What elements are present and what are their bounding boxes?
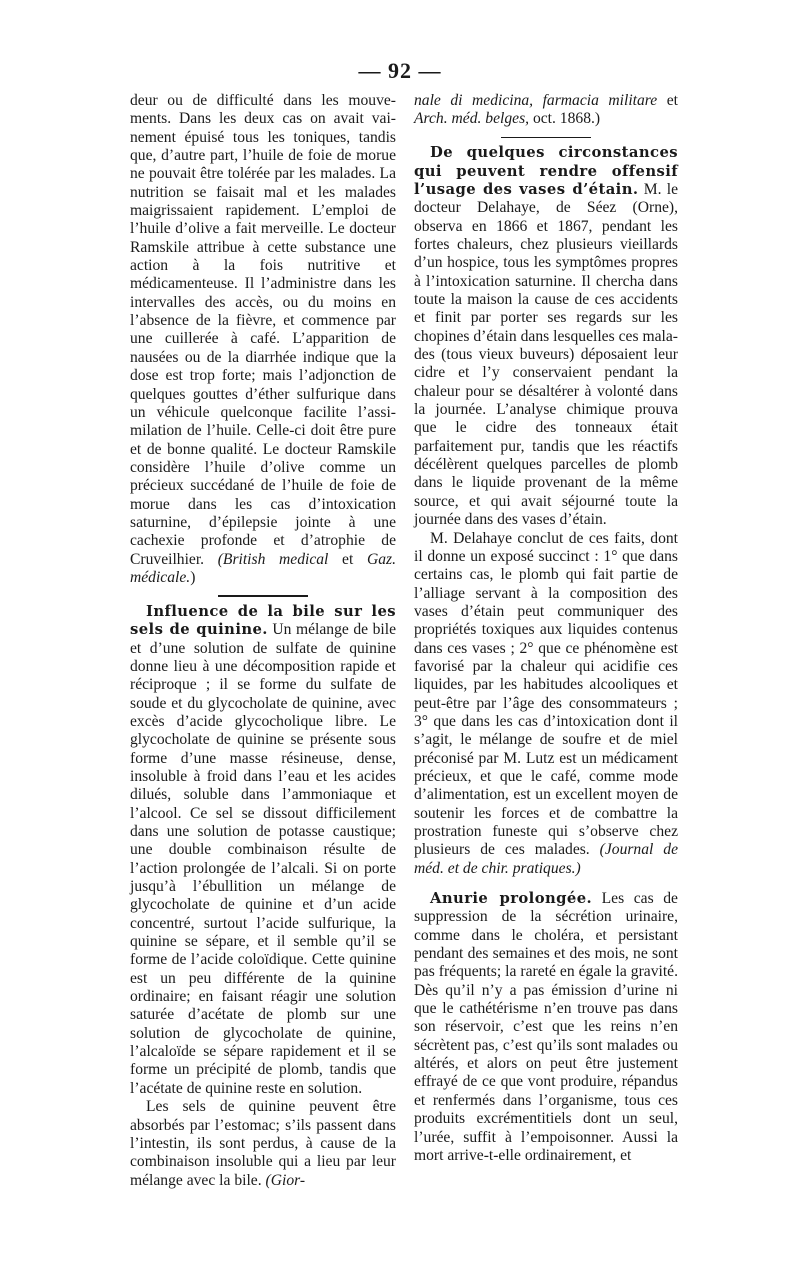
anurie-section-paragraph: [414, 890, 678, 1165]
citation-british-medical: British medical: [222, 550, 329, 568]
etain-section-paragraph-2: [414, 530, 678, 879]
olive-oil-paragraph: [130, 92, 396, 587]
olive-oil-citation: (British medical et Gaz. médicale.): [130, 550, 396, 586]
anurie-section-heading: Anurie prolongée.: [430, 890, 593, 908]
etain-section-text: M. le docteur Delahaye, de Séez (Orne), observa en 1866 et 1867, pendant les fortes chaleurs, chez plusieurs vieillards d’un hospice, tous les symptômes propres à l’intoxication saturnine. Il chercha dans toute la maison la cause de ces accidents et finit par porter ses regards sur les chopines d’étain dans lesquelles ces malades (tous vieux buveurs) déposaient leur cidre et l’y conservaient pendant la chaleur pour se désaltérer à volonté dans la journée. L’analyse chimique prouva que le cidre des tonneaux était parfaitement pur, tandis que les réactifs décélèrent quelques parcelles de plomb dans le liquide provenant de la même source, et qui avait séjourné toute la journée dans des vases d’étain.: [414, 180, 678, 529]
etain-section-heading: De quelques circonstances qui peuvent rendre offensif l’usage des vases d’étain.: [414, 144, 678, 198]
citation-gaz-medicale: Gaz. médicale.: [130, 550, 396, 586]
anurie-section-text: Les cas de suppression de la sécrétion urinaire, comme dans le choléra, et persistant pendant des semaines et des mois, ne sont pas fréquents; la rareté en égale la gravité. Dès qu’il n’y a pas émission d’urine ni que le cathétérisme n’en trouve pas dans son réservoir, c’est que les reins n’en sécrètent pas, c’est qu’ils sont malades ou altérés, et alors on peut être justement effrayé de ce que vont produire, répandus et renfermés dans l’organisme, tous ces produits excrémentitiels dont un seul, l’urée, suffit à l’empoisonner. Aussi la mort arrive-t-elle ordinairement, et: [414, 890, 678, 1164]
etain-section-text-2: M. Delahaye conclut de ces faits, dont il donne un exposé succinct : 1° que dans certains cas, le plomb qui fait partie de l’alliage servant à la composition des vases d’étain peut communiquer des propriétés toxiques aux liquides contenus dans ces vases ; 2° que ce phénomène est favorisé par la chaleur qui acidifie ces liquides, par les habitudes alcooliques et peut-être par l’âge des consommateurs ; 3° que dans les cas d’intoxication dont il s’agit, le mélange de soufre et de miel préconisé par M. Lutz est un médicament précieux, et que le café, comme mode d’alimentation, est un excellent moyen de soutenir les forces et de combattre la prostration funeste qui s’observe chez plusieurs de ces malades.: [414, 529, 678, 859]
bile-section-paragraph: [130, 603, 396, 1098]
bile-section-paragraph-2: [130, 1098, 396, 1190]
bile-section-text: Un mélange de bile et d’une solution de sulfate de quinine donne lieu à une décomposition rapide et réciproque ; il se forme du sulfate de soude et du glycocholate de quinine, avec excès d’acide glycocholique libre. Le glycocholate de quinine se présente sous forme d’une masse résineuse, dense, insoluble à froid dans l’eau et les acides dilués, soluble dans l’ammoniaque et l’alcool. Ce sel se dissout difficilement dans une solution de potasse caustique; une double combinaison résulte de l’action prolongée de l’alcali. Si on porte jusqu’à l’ébullition un mélange de glycocholate de quinine et d’un acide concentré, surtout l’acide sulfurique, la quinine se sépare, et il semble qu’il se forme de l’acide coloïdique. Cette quinine est un peu différente de la quinine ordinaire; en faisant réagir une solution saturée d’acétate de plomb sur une solution de glycocholate de quinine, l’alcaloïde se sépare rapidement et il se forme un précipité de plomb, tandis que l’acétate de quinine reste en solution.: [130, 621, 396, 1097]
etain-section-paragraph: [414, 144, 678, 529]
bile-citation-continuation: nale di medicina, farmacia militare et Arch. méd. belges, oct. 1868.): [414, 92, 679, 128]
citation-giornale: nale di medicina, farmacia militare: [414, 92, 658, 109]
right-column: [414, 92, 678, 1165]
etain-citation: (Journal de méd. et de chir. pratiques.): [414, 841, 679, 877]
section-divider: [501, 137, 591, 139]
bile-citation-start: (Gior-: [265, 1171, 306, 1189]
left-column: [130, 92, 396, 1190]
page-number: — 92 —: [358, 58, 442, 83]
citation-arch-med: Arch. méd. belges,: [414, 110, 530, 128]
section-divider: [218, 595, 308, 597]
bile-section-text-2: Les sels de quinine peuvent être absorbés par l’estomac; s’ils passent dans l’intestin, ils sont perdus, à cause de la combinaison insoluble qui a lieu par leur mélange avec la bile.: [130, 1098, 396, 1189]
olive-oil-text: deur ou de difficulté dans les mouvements. Dans les deux cas on avait vainement épuisé tous les toniques, tandis que, d’autre part, l’huile de foie de morue ne pouvait être tolérée par les malades. La nutrition se faisait mal et les malades maigrissaient rapidement. L’emploi de l’huile d’olive a fait merveille. Le docteur Ramskile attribue à cette substance une action à la fois nutritive et médicamenteuse. Il l’administre dans les intervalles des accès, ou du moins en l’absence de la fièvre, et commence par une cuillerée à café. L’apparition de nausées ou de la diarrhée indique que la dose est trop forte; mais l’adjonction de quelques gouttes d’éther sulfurique dans un véhicule quelconque facilite l’assimilation de l’huile. Celle-ci doit être pure et de bonne qualité. Le docteur Ramskile considère l’huile d’olive comme un précieux succédané de l’huile de foie de morue dans les cas d’intoxication saturnine, d’épilepsie jointe à une cachexie profonde et d’atrophie de Cruveilhier.: [130, 92, 396, 568]
bile-section-heading: Influence de la bile sur les sels de quinine.: [130, 602, 396, 639]
